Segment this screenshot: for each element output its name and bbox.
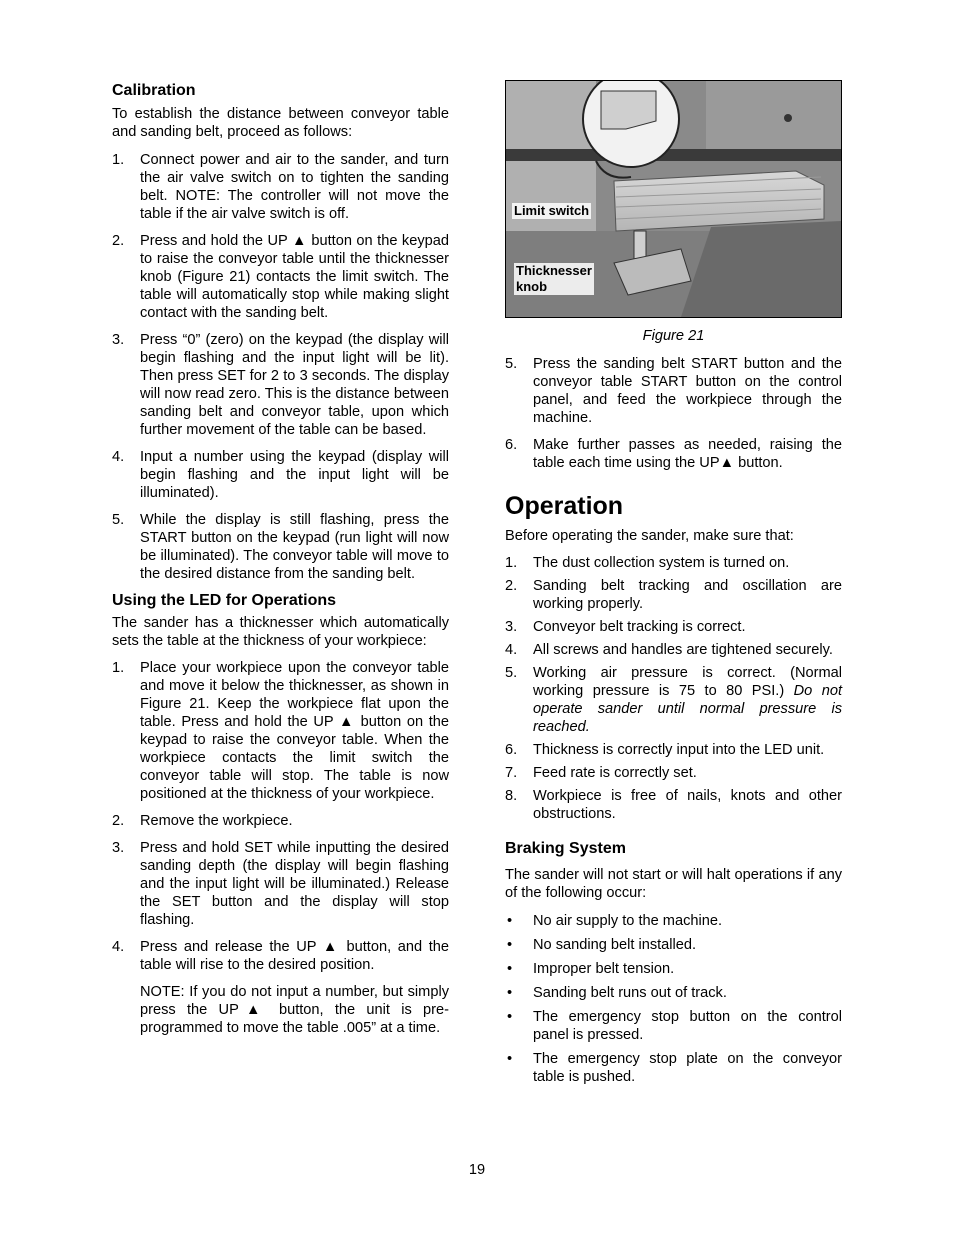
item-text: Press and release the UP ▲ button, and the table will rise to the desired position.	[140, 939, 449, 973]
item-text: Remove the workpiece.	[140, 813, 293, 829]
item-text: Connect power and air to the sander, and turn the air valve switch on to tighten the sanding belt. NOTE: The controller will not move the table if the air valve switch is off.	[140, 152, 449, 222]
item-number: 2.	[505, 578, 518, 594]
item-number: 2.	[112, 813, 125, 829]
thicknesser-label-line2: knob	[516, 279, 548, 294]
list-item	[505, 787, 842, 823]
figure-21-photo	[505, 80, 842, 318]
thicknesser-knob-label	[514, 263, 594, 295]
item-text: No sanding belt installed.	[533, 937, 697, 953]
operation-heading: Operation	[505, 492, 624, 520]
item-text: Make further passes as needed, raising the table each time using the UP▲ button.	[533, 437, 842, 471]
list-item	[505, 577, 842, 613]
list-item	[505, 936, 842, 954]
list-item	[505, 664, 842, 736]
list-item	[505, 355, 842, 427]
item-text: While the display is still flashing, press the START button on the keypad (run light will now be illuminated). The conveyor table will move to the desired distance from the sanding belt.	[140, 512, 449, 582]
item-number: 1.	[112, 660, 125, 676]
item-number: 5.	[505, 665, 518, 681]
item-number: 7.	[505, 765, 518, 781]
operation-checklist	[505, 554, 842, 823]
item-text: Press the sanding belt START button and the conveyor table START button on the control panel, and feed the workpiece through the machine.	[533, 356, 842, 426]
item-text: Sanding belt tracking and oscillation are working properly.	[533, 578, 842, 612]
figure-caption: Figure 21	[642, 328, 705, 344]
operation-intro: Before operating the sander, make sure that:	[505, 528, 794, 544]
list-item	[505, 764, 842, 782]
bullet-icon: •	[507, 985, 513, 1001]
item-number: 6.	[505, 742, 518, 758]
braking-conditions	[505, 912, 842, 1086]
page-number: 19	[468, 1162, 486, 1178]
item-text: Place your workpiece upon the conveyor table and move it below the thicknesser, as shown in Figure 21. Keep the workpiece flat upon the table. Press and hold the UP ▲ button on the keypad to raise the conveyor table. When the workpiece contacts the limit switch the conveyor table will stop. The table is now positioned at the thickness of your workpiece.	[140, 660, 449, 802]
list-item	[505, 741, 842, 759]
led-intro: The sander has a thicknesser which automatically sets the table at the thickness of your workpiece:	[112, 615, 449, 649]
led-heading: Using the LED for Operations	[112, 592, 337, 609]
item-text: Workpiece is free of nails, knots and other obstructions.	[533, 788, 842, 822]
list-item	[505, 554, 842, 572]
item-text: The emergency stop plate on the conveyor table is pushed.	[533, 1051, 842, 1085]
item-number: 8.	[505, 788, 518, 804]
item-text: Working air pressure is correct. (Normal working pressure is 75 to 80 PSI.)	[533, 665, 842, 699]
list-item	[505, 984, 842, 1002]
list-item	[112, 151, 449, 223]
calibration-intro: To establish the distance between conveyor table and sanding belt, proceed as follows:	[112, 106, 449, 140]
left-column	[112, 80, 449, 1037]
bullet-icon: •	[507, 1009, 513, 1025]
list-item	[505, 1050, 842, 1086]
bullet-icon: •	[507, 1051, 513, 1067]
item-number: 1.	[505, 555, 518, 571]
limit-switch-label: Limit switch	[514, 203, 590, 218]
item-text: Improper belt tension.	[533, 961, 675, 977]
item-number: 3.	[505, 619, 518, 635]
item-number: 4.	[505, 642, 518, 658]
led-note: NOTE: If you do not input a number, but simply press the UP▲ button, the unit is pre-programmed to move the table .005” at a time.	[140, 984, 449, 1036]
list-item	[112, 232, 449, 322]
item-text: Thickness is correctly input into the LED unit.	[533, 742, 825, 758]
item-number: 4.	[112, 939, 125, 955]
calibration-heading: Calibration	[112, 82, 196, 99]
bullet-icon: •	[507, 961, 513, 977]
item-number: 4.	[112, 449, 125, 465]
item-number: 3.	[112, 332, 125, 348]
list-item	[505, 436, 842, 472]
item-text: All screws and handles are tightened securely.	[533, 642, 833, 658]
thicknesser-label-line1: Thicknesser	[516, 263, 592, 278]
list-item	[505, 618, 842, 636]
list-item	[112, 511, 449, 583]
item-text: Sanding belt runs out of track.	[533, 985, 727, 1001]
led-steps	[112, 659, 449, 974]
list-item	[505, 912, 842, 930]
item-text: Press and hold the UP ▲ button on the keypad to raise the conveyor table until the thicknesser knob (Figure 21) contacts the limit switch. The table will automatically stop while making slight contact with the sanding belt.	[140, 233, 449, 321]
list-item	[505, 960, 842, 978]
item-text: Press “0” (zero) on the keypad (the display will begin flashing and the input light will be lit). Then press SET for 2 to 3 seconds. The display will now read zero. This is the distance between sanding belt and conveyor table, upon which further movement of the table can be based.	[140, 332, 449, 438]
bullet-icon: •	[507, 913, 513, 929]
braking-intro: The sander will not start or will halt operations if any of the following occur:	[505, 867, 842, 901]
item-text: No air supply to the machine.	[533, 913, 723, 929]
item-number: 5.	[112, 512, 125, 528]
list-item	[112, 839, 449, 929]
item-number: 3.	[112, 840, 125, 856]
calibration-steps	[112, 151, 449, 583]
list-item	[112, 331, 449, 439]
item-text: The dust collection system is turned on.	[533, 555, 790, 571]
item-text: Press and hold SET while inputting the desired sanding depth (the display will begin flashing and the input light will be illuminated.) Release the SET button and the display will stop flashing.	[140, 840, 449, 928]
item-text: Input a number using the keypad (display will begin flashing and the input light will be illuminated).	[140, 449, 449, 501]
item-text: Conveyor belt tracking is correct.	[533, 619, 746, 635]
list-item	[112, 938, 449, 974]
item-warning-text: Do not operate sander until normal pressure is reached.	[533, 683, 843, 735]
item-number: 6.	[505, 437, 518, 453]
list-item	[112, 448, 449, 502]
list-item	[505, 1008, 842, 1044]
item-text: Feed rate is correctly set.	[533, 765, 697, 781]
item-number: 5.	[505, 356, 518, 372]
list-item	[112, 812, 449, 830]
bullet-icon: •	[507, 937, 513, 953]
calibration-steps-continued	[505, 355, 842, 472]
item-number: 1.	[112, 152, 125, 168]
right-column	[505, 80, 842, 1086]
item-text: The emergency stop button on the control panel is pressed.	[533, 1009, 842, 1043]
item-number: 2.	[112, 233, 125, 249]
braking-heading: Braking System	[505, 840, 626, 857]
list-item	[505, 641, 842, 659]
list-item	[112, 659, 449, 803]
